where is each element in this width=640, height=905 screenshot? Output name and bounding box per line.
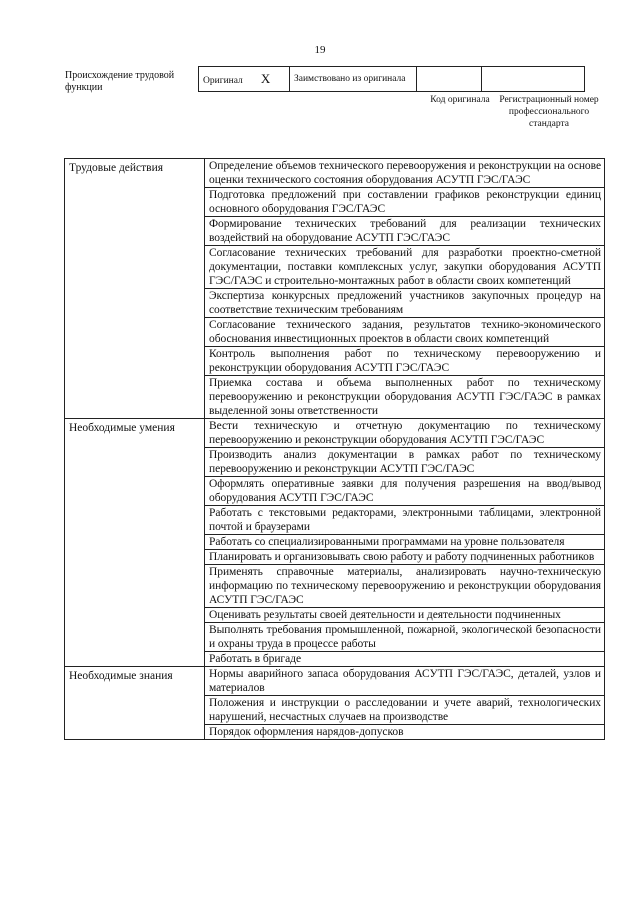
section-item: Порядок оформления нарядов-допусков [205,725,605,740]
section-item: Экспертиза конкурсных предложений участников закупочных процедур на соответствие техническим требованиям [205,289,605,318]
original-label: Оригинал [203,76,243,86]
section-item: Оценивать результаты своей деятельности и деятельности подчиненных [205,608,605,623]
code-caption: Код оригинала [430,95,490,105]
section-item: Работать с текстовыми редакторами, электронными таблицами, электронной почтой и браузерами [205,506,605,535]
table-row [65,667,605,696]
section-label: Трудовые действия [65,159,205,419]
section-item: Выполнять требования промышленной, пожарной, экологической безопасности и охраны труда в процессе работы [205,623,605,652]
section-label: Необходимые умения [65,419,205,667]
section-item: Контроль выполнения работ по техническому перевооружению и реконструкции оборудования АСУТП ГЭС/ГАЭС [205,347,605,376]
section-item: Работать в бригаде [205,652,605,667]
original-mark: X [260,71,271,86]
section-label: Необходимые знания [65,667,205,740]
section-item: Производить анализ документации в рамках работ по техническому перевооружению и реконструкции АСУТП ГЭС/ГАЭС [205,448,605,477]
section-item: Планировать и организовывать свою работу и работу подчиненных работников [205,550,605,565]
section-item: Вести техническую и отчетную документацию по техническому перевооружению и реконструкции оборудования АСУТП ГЭС/ГАЭС [205,419,605,448]
table-row [65,419,605,448]
section-item: Нормы аварийного запаса оборудования АСУТП ГЭС/ГАЭС, деталей, узлов и материалов [205,667,605,696]
section-item: Применять справочные материалы, анализировать научно-техническую информацию по техническому перевооружению и реконструкции оборудования АСУТП ГЭС/ГАЭС [205,565,605,608]
section-item: Положения и инструкции о расследовании и учете аварий, технологических нарушений, несчастных случаев на производстве [205,696,605,725]
reg-number-cell [482,67,585,92]
section-item: Согласование технических требований для разработки проектно-сметной документации, поставки комплексных услуг, закупки оборудования АСУТП ГЭС/ГАЭС и строительно-монтажных работ в области своих компетенций [205,246,605,289]
function-table [64,158,605,740]
code-cell [417,67,482,92]
section-item: Приемка состава и объема выполненных работ по техническому перевооружению и реконструкции оборудования АСУТП ГЭС/ГАЭС в рамках выделенной зоны ответственности [205,376,605,419]
section-item: Определение объемов технического перевооружения и реконструкции на основе оценки технического состояния оборудования АСУТП ГЭС/ГАЭС [205,159,605,188]
origin-label: Происхождение трудовой функции [65,70,175,93]
borrowed-cell: Заимствовано из оригинала [290,67,417,92]
original-cell [199,67,290,92]
section-item: Согласование технического задания, результатов технико-экономического обоснования инвестиционных проектов в области своих компетенций [205,318,605,347]
reg-number-caption: Регистрационный номер профессионального стандарта [499,95,599,129]
section-item: Работать со специализированными программами на уровне пользователя [205,535,605,550]
section-item: Подготовка предложений при составлении графиков реконструкции единиц основного оборудования ГЭС/ГАЭС [205,188,605,217]
section-item: Оформлять оперативные заявки для получения разрешения на ввод/вывод оборудования АСУТП ГЭС/ГАЭС [205,477,605,506]
origin-table [198,66,585,92]
section-item: Формирование технических требований для реализации технических воздействий на оборудование АСУТП ГЭС/ГАЭС [205,217,605,246]
page-number: 19 [314,44,326,56]
table-row [65,159,605,188]
